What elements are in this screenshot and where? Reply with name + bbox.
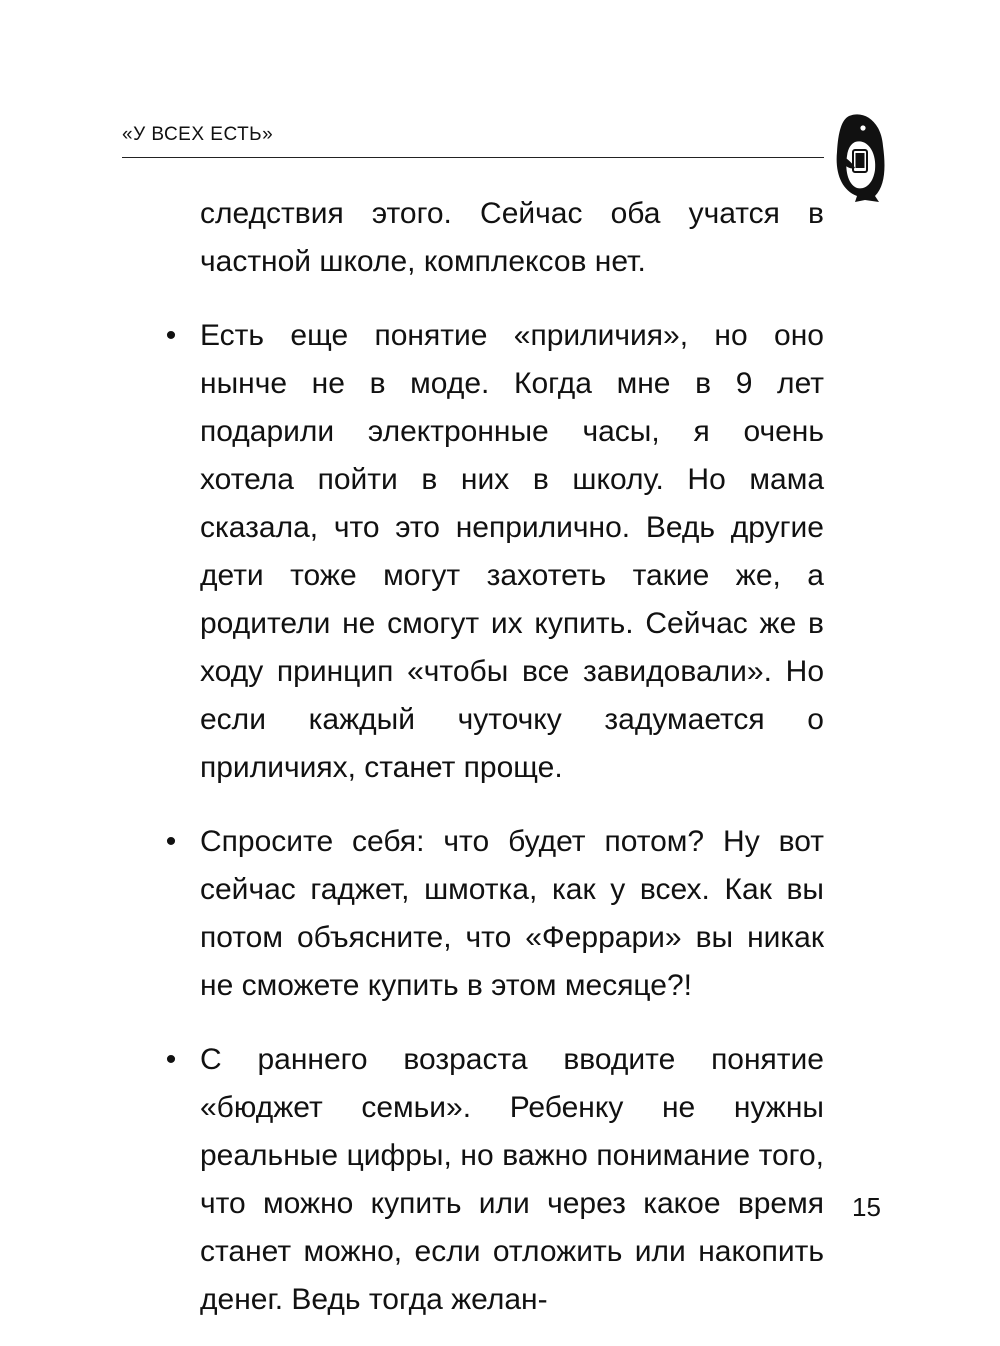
header-divider — [122, 157, 824, 158]
paragraph-continuation: следствия этого. Сейчас оба учатся в частной школе, комплексов нет. — [200, 197, 824, 278]
list-item — [165, 312, 824, 792]
page-number: 15 — [852, 1192, 881, 1222]
penguin-with-phone-icon — [833, 112, 889, 204]
list-item-text: Спросите себя: что будет потом? Ну вот сейчас гаджет, шмотка, как у всех. Как вы потом объясните, что «Феррари» вы никак не сможете купить в этом месяце?! — [200, 825, 824, 1002]
body-text — [165, 190, 824, 1324]
bullet-icon: • — [165, 1043, 177, 1076]
list-item — [165, 818, 824, 1010]
bullet-icon: • — [165, 825, 177, 858]
list-item-text: Есть еще понятие «приличия», но оно нынче не в моде. Когда мне в 9 лет подарили электронные часы, я очень хотела пойти в них в школу. Но мама сказала, что это неприлично. Ведь другие дети тоже могут захотеть такие же, а родители не смогут их купить. Сейчас же в ходу принцип «чтобы все завидовали». Но если каждый чуточку задумается о приличиях, станет проще. — [200, 319, 824, 784]
bullet-icon: • — [165, 319, 177, 352]
running-header: «У ВСЕХ ЕСТЬ» — [122, 124, 274, 145]
list-item — [165, 1036, 824, 1324]
list-item-text: С раннего возраста вводите понятие «бюджет семьи». Ребенку не нужны реальные цифры, но важно понимание того, что можно купить или через какое время станет можно, если отложить или накопить денег. Ведь тогда желан- — [200, 1043, 824, 1316]
